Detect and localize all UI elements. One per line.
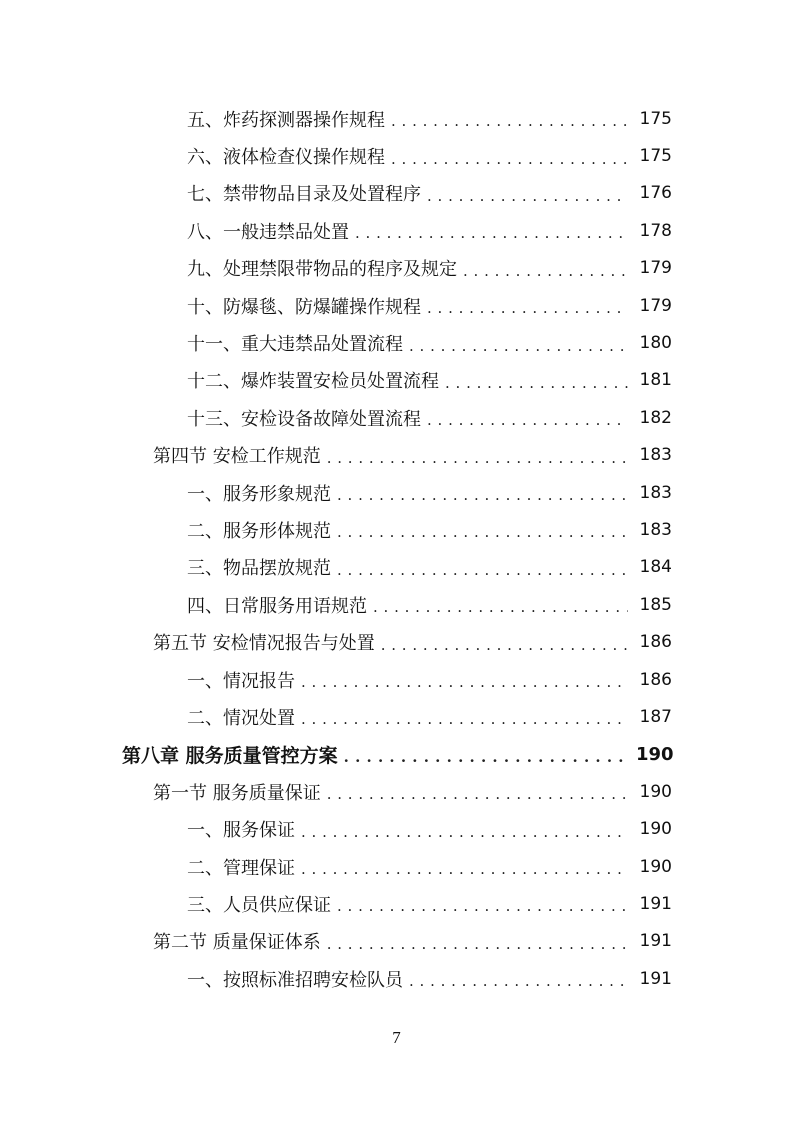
toc-item-entry[interactable]	[0, 474, 793, 511]
toc-entry-title: 十二、爆炸装置安检员处置流程	[187, 367, 445, 393]
toc-entry-page: 185	[639, 594, 672, 615]
toc-entry-page: 186	[639, 669, 672, 690]
toc-item-entry[interactable]	[0, 137, 793, 174]
toc-entry-page: 175	[639, 108, 672, 129]
toc-dot-leader	[409, 974, 628, 989]
toc-entry-title: 一、情况报告	[187, 667, 301, 693]
toc-entry-page: 186	[639, 632, 672, 653]
toc-entry-title: 二、情况处置	[187, 704, 301, 730]
toc-item-entry[interactable]	[0, 549, 793, 586]
toc-dot-leader	[427, 301, 628, 316]
toc-entry-title: 二、服务形体规范	[187, 517, 337, 543]
toc-entry-title: 第一节 服务质量保证	[153, 779, 327, 805]
toc-entry-title: 三、物品摆放规范	[187, 554, 337, 580]
toc-entry-page: 190	[639, 781, 672, 802]
toc-section-entry[interactable]	[0, 623, 793, 660]
toc-item-entry[interactable]	[0, 100, 793, 137]
toc-entry-title: 第二节 质量保证体系	[153, 928, 327, 954]
toc-dot-leader	[344, 750, 628, 765]
toc-entry-page: 182	[639, 407, 672, 428]
toc-entry-title: 一、服务保证	[187, 816, 301, 842]
toc-entry-title: 一、服务形象规范	[187, 480, 337, 506]
toc-entry-page: 190	[639, 819, 672, 840]
toc-item-entry[interactable]	[0, 848, 793, 885]
toc-chapter-entry[interactable]	[0, 736, 793, 773]
toc-dot-leader	[327, 451, 628, 466]
toc-section-entry[interactable]	[0, 437, 793, 474]
toc-dot-leader	[381, 638, 628, 653]
toc-dot-leader	[337, 899, 628, 914]
toc-entry-page: 187	[639, 706, 672, 727]
toc-item-entry[interactable]	[0, 960, 793, 997]
toc-dot-leader	[427, 413, 628, 428]
toc-item-entry[interactable]	[0, 287, 793, 324]
toc-entry-page: 181	[639, 370, 672, 391]
toc-entry-title: 九、处理禁限带物品的程序及规定	[187, 255, 463, 281]
toc-entry-title: 第八章 服务质量管控方案	[122, 741, 344, 768]
toc-item-entry[interactable]	[0, 175, 793, 212]
toc-item-entry[interactable]	[0, 810, 793, 847]
toc-item-entry[interactable]	[0, 885, 793, 922]
toc-entry-page: 190	[636, 743, 674, 765]
toc-entry-title: 七、禁带物品目录及处置程序	[187, 180, 427, 206]
toc-entry-page: 179	[639, 295, 672, 316]
toc-entry-title: 十一、重大违禁品处置流程	[187, 330, 409, 356]
toc-item-entry[interactable]	[0, 250, 793, 287]
toc-dot-leader	[355, 226, 628, 241]
toc-entry-page: 176	[639, 183, 672, 204]
toc-dot-leader	[373, 600, 628, 615]
toc-entry-page: 180	[639, 333, 672, 354]
toc-dot-leader	[301, 712, 628, 727]
toc-dot-leader	[337, 488, 628, 503]
toc-entry-page: 183	[639, 482, 672, 503]
toc-entry-title: 第四节 安检工作规范	[153, 442, 327, 468]
toc-entry-title: 第五节 安检情况报告与处置	[153, 629, 381, 655]
toc-entry-title: 八、一般违禁品处置	[187, 218, 355, 244]
toc-section-entry[interactable]	[0, 773, 793, 810]
page-number: 7	[392, 1028, 401, 1047]
toc-entry-page: 183	[639, 445, 672, 466]
toc-dot-leader	[391, 114, 628, 129]
toc-item-entry[interactable]	[0, 212, 793, 249]
toc-dot-leader	[301, 825, 628, 840]
toc-entry-page: 190	[639, 856, 672, 877]
toc-entry-title: 十、防爆毯、防爆罐操作规程	[187, 293, 427, 319]
toc-item-entry[interactable]	[0, 362, 793, 399]
toc-item-entry[interactable]	[0, 586, 793, 623]
toc-item-entry[interactable]	[0, 698, 793, 735]
toc-entry-page: 184	[639, 557, 672, 578]
toc-dot-leader	[327, 937, 628, 952]
toc-dot-leader	[391, 152, 628, 167]
toc-entry-page: 191	[639, 931, 672, 952]
toc-dot-leader	[427, 189, 628, 204]
toc-entry-title: 二、管理保证	[187, 854, 301, 880]
toc-entry-title: 四、日常服务用语规范	[187, 592, 373, 618]
toc-dot-leader	[337, 563, 628, 578]
toc-dot-leader	[301, 862, 628, 877]
toc-entry-title: 一、按照标准招聘安检队员	[187, 966, 409, 992]
toc-dot-leader	[463, 264, 628, 279]
toc-dot-leader	[327, 787, 628, 802]
toc-item-entry[interactable]	[0, 661, 793, 698]
toc-dot-leader	[409, 339, 628, 354]
toc-dot-leader	[337, 525, 628, 540]
table-of-contents	[0, 100, 793, 997]
toc-entry-title: 十三、安检设备故障处置流程	[187, 405, 427, 431]
toc-entry-page: 183	[639, 519, 672, 540]
toc-entry-page: 191	[639, 893, 672, 914]
toc-entry-page: 175	[639, 146, 672, 167]
toc-entry-title: 五、炸药探测器操作规程	[187, 106, 391, 132]
toc-item-entry[interactable]	[0, 324, 793, 361]
toc-entry-title: 三、人员供应保证	[187, 891, 337, 917]
toc-entry-title: 六、液体检查仪操作规程	[187, 143, 391, 169]
toc-dot-leader	[445, 376, 628, 391]
toc-item-entry[interactable]	[0, 511, 793, 548]
toc-entry-page: 178	[639, 220, 672, 241]
toc-item-entry[interactable]	[0, 399, 793, 436]
toc-entry-page: 191	[639, 968, 672, 989]
toc-section-entry[interactable]	[0, 923, 793, 960]
toc-entry-page: 179	[639, 258, 672, 279]
toc-dot-leader	[301, 675, 628, 690]
